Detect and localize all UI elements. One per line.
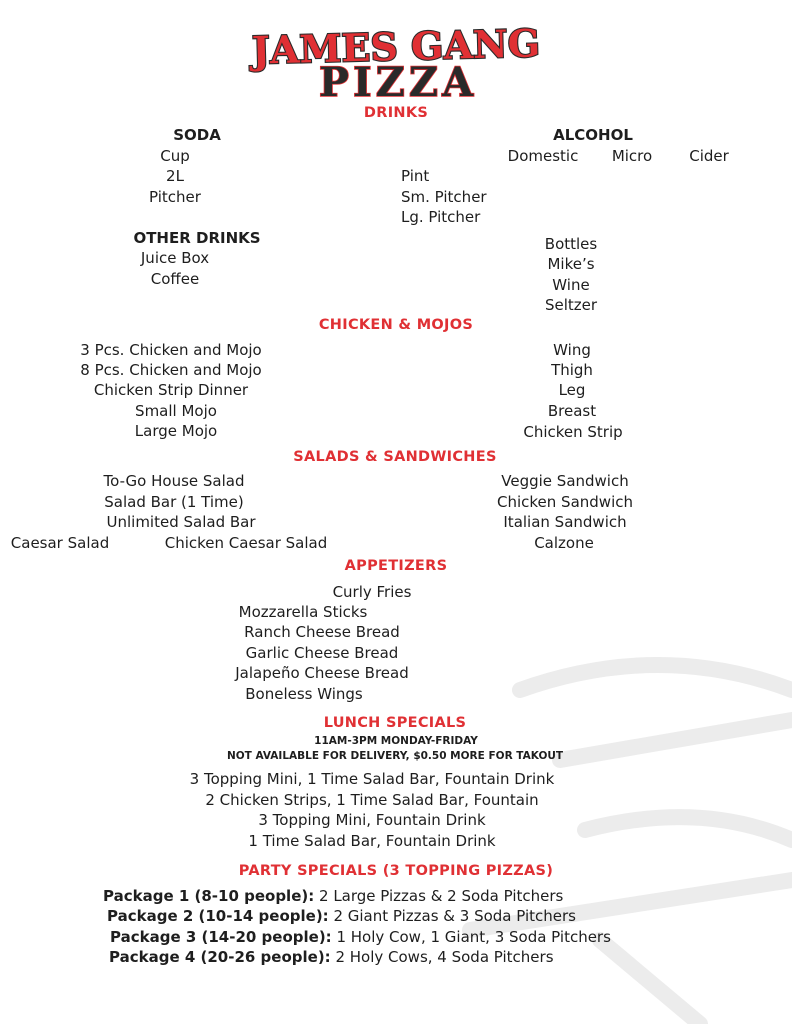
party-package-1 xyxy=(103,887,563,905)
salad-item: Salad Bar (1 Time) xyxy=(104,493,244,511)
chicken-left-item: Small Mojo xyxy=(135,402,217,420)
logo-line-2: PIZZA xyxy=(318,59,478,100)
alcohol-item-wine: Wine xyxy=(552,276,590,294)
alcohol-col-domestic: Domestic xyxy=(507,147,579,165)
sandwich-item: Calzone xyxy=(534,534,594,552)
appetizer-item: Curly Fries xyxy=(332,583,412,601)
james-gang-pizza-logo xyxy=(0,0,792,100)
salad-item: Unlimited Salad Bar xyxy=(106,513,256,531)
chicken-left-item: Large Mojo xyxy=(134,422,218,440)
salad-item: To-Go House Salad xyxy=(103,472,245,490)
chicken-left-item: 3 Pcs. Chicken and Mojo xyxy=(80,341,262,359)
package-desc: 1 Holy Cow, 1 Giant, 3 Soda Pitchers xyxy=(331,928,611,946)
soda-item-cup: Cup xyxy=(160,147,190,165)
chicken-right-item: Breast xyxy=(547,402,597,420)
alcohol-col-cider: Cider xyxy=(689,147,729,165)
section-title-lunch: LUNCH SPECIALS xyxy=(323,715,467,731)
section-title-salads: SALADS & SANDWICHES xyxy=(293,449,497,465)
logo-line-1: JAMES GANG xyxy=(251,20,541,73)
party-package-2 xyxy=(107,907,576,925)
alcohol-item-bottles: Bottles xyxy=(544,235,598,253)
appetizer-item: Garlic Cheese Bread xyxy=(245,644,399,662)
section-title-chicken: CHICKEN & MOJOS xyxy=(318,317,474,333)
sandwich-item: Italian Sandwich xyxy=(503,513,627,531)
lunch-note: NOT AVAILABLE FOR DELIVERY, $0.50 MORE FOR TAKOUT xyxy=(226,750,564,762)
lunch-item: 3 Topping Mini, Fountain Drink xyxy=(258,811,486,829)
package-name: Package 3 (14-20 people): xyxy=(110,928,332,946)
alcohol-size-sm-pitcher: Sm. Pitcher xyxy=(401,188,487,206)
salad-item-caesar: Caesar Salad xyxy=(10,534,110,552)
package-desc: 2 Holy Cows, 4 Soda Pitchers xyxy=(330,948,554,966)
appetizer-item: Ranch Cheese Bread xyxy=(244,623,400,641)
party-package-3 xyxy=(110,928,611,946)
soda-heading: SODA xyxy=(173,126,221,144)
lunch-item: 3 Topping Mini, 1 Time Salad Bar, Fountain Drink xyxy=(189,770,555,788)
lunch-item: 1 Time Salad Bar, Fountain Drink xyxy=(248,832,496,850)
chicken-right-item: Wing xyxy=(553,341,591,359)
alcohol-size-lg-pitcher: Lg. Pitcher xyxy=(401,208,481,226)
soda-item-pitcher: Pitcher xyxy=(149,188,201,206)
other-drinks-heading: OTHER DRINKS xyxy=(133,229,261,247)
sandwich-item: Veggie Sandwich xyxy=(501,472,629,490)
lunch-item: 2 Chicken Strips, 1 Time Salad Bar, Fountain xyxy=(205,791,539,809)
soda-item-2l: 2L xyxy=(166,167,184,185)
alcohol-col-micro: Micro xyxy=(611,147,653,165)
alcohol-item-mikes: Mike’s xyxy=(547,255,595,273)
chicken-left-item: 8 Pcs. Chicken and Mojo xyxy=(80,361,262,379)
salad-item-chicken-caesar: Chicken Caesar Salad xyxy=(164,534,328,552)
chicken-left-item: Chicken Strip Dinner xyxy=(93,381,249,399)
section-title-party: PARTY SPECIALS (3 TOPPING PIZZAS) xyxy=(238,863,554,879)
other-item-juice-box: Juice Box xyxy=(140,249,210,267)
alcohol-heading: ALCOHOL xyxy=(553,126,633,144)
alcohol-size-pint: Pint xyxy=(401,167,430,185)
chicken-right-item: Chicken Strip xyxy=(523,423,623,441)
appetizer-item: Boneless Wings xyxy=(245,685,363,703)
lunch-hours: 11AM-3PM MONDAY-FRIDAY xyxy=(314,735,478,747)
package-desc: 2 Giant Pizzas & 3 Soda Pitchers xyxy=(328,907,576,925)
party-package-4 xyxy=(109,948,554,966)
other-item-coffee: Coffee xyxy=(150,270,200,288)
section-title-drinks: DRINKS xyxy=(363,105,429,121)
alcohol-item-seltzer: Seltzer xyxy=(544,296,598,314)
package-name: Package 4 (20-26 people): xyxy=(109,948,331,966)
package-desc: 2 Large Pizzas & 2 Soda Pitchers xyxy=(314,887,564,905)
appetizer-item: Jalapeño Cheese Bread xyxy=(235,664,409,682)
sandwich-item: Chicken Sandwich xyxy=(497,493,633,511)
chicken-right-item: Leg xyxy=(558,381,586,399)
chicken-right-item: Thigh xyxy=(551,361,593,379)
section-title-appetizers: APPETIZERS xyxy=(344,558,448,574)
package-name: Package 1 (8-10 people): xyxy=(103,887,315,905)
appetizer-item: Mozzarella Sticks xyxy=(238,603,368,621)
package-name: Package 2 (10-14 people): xyxy=(107,907,329,925)
